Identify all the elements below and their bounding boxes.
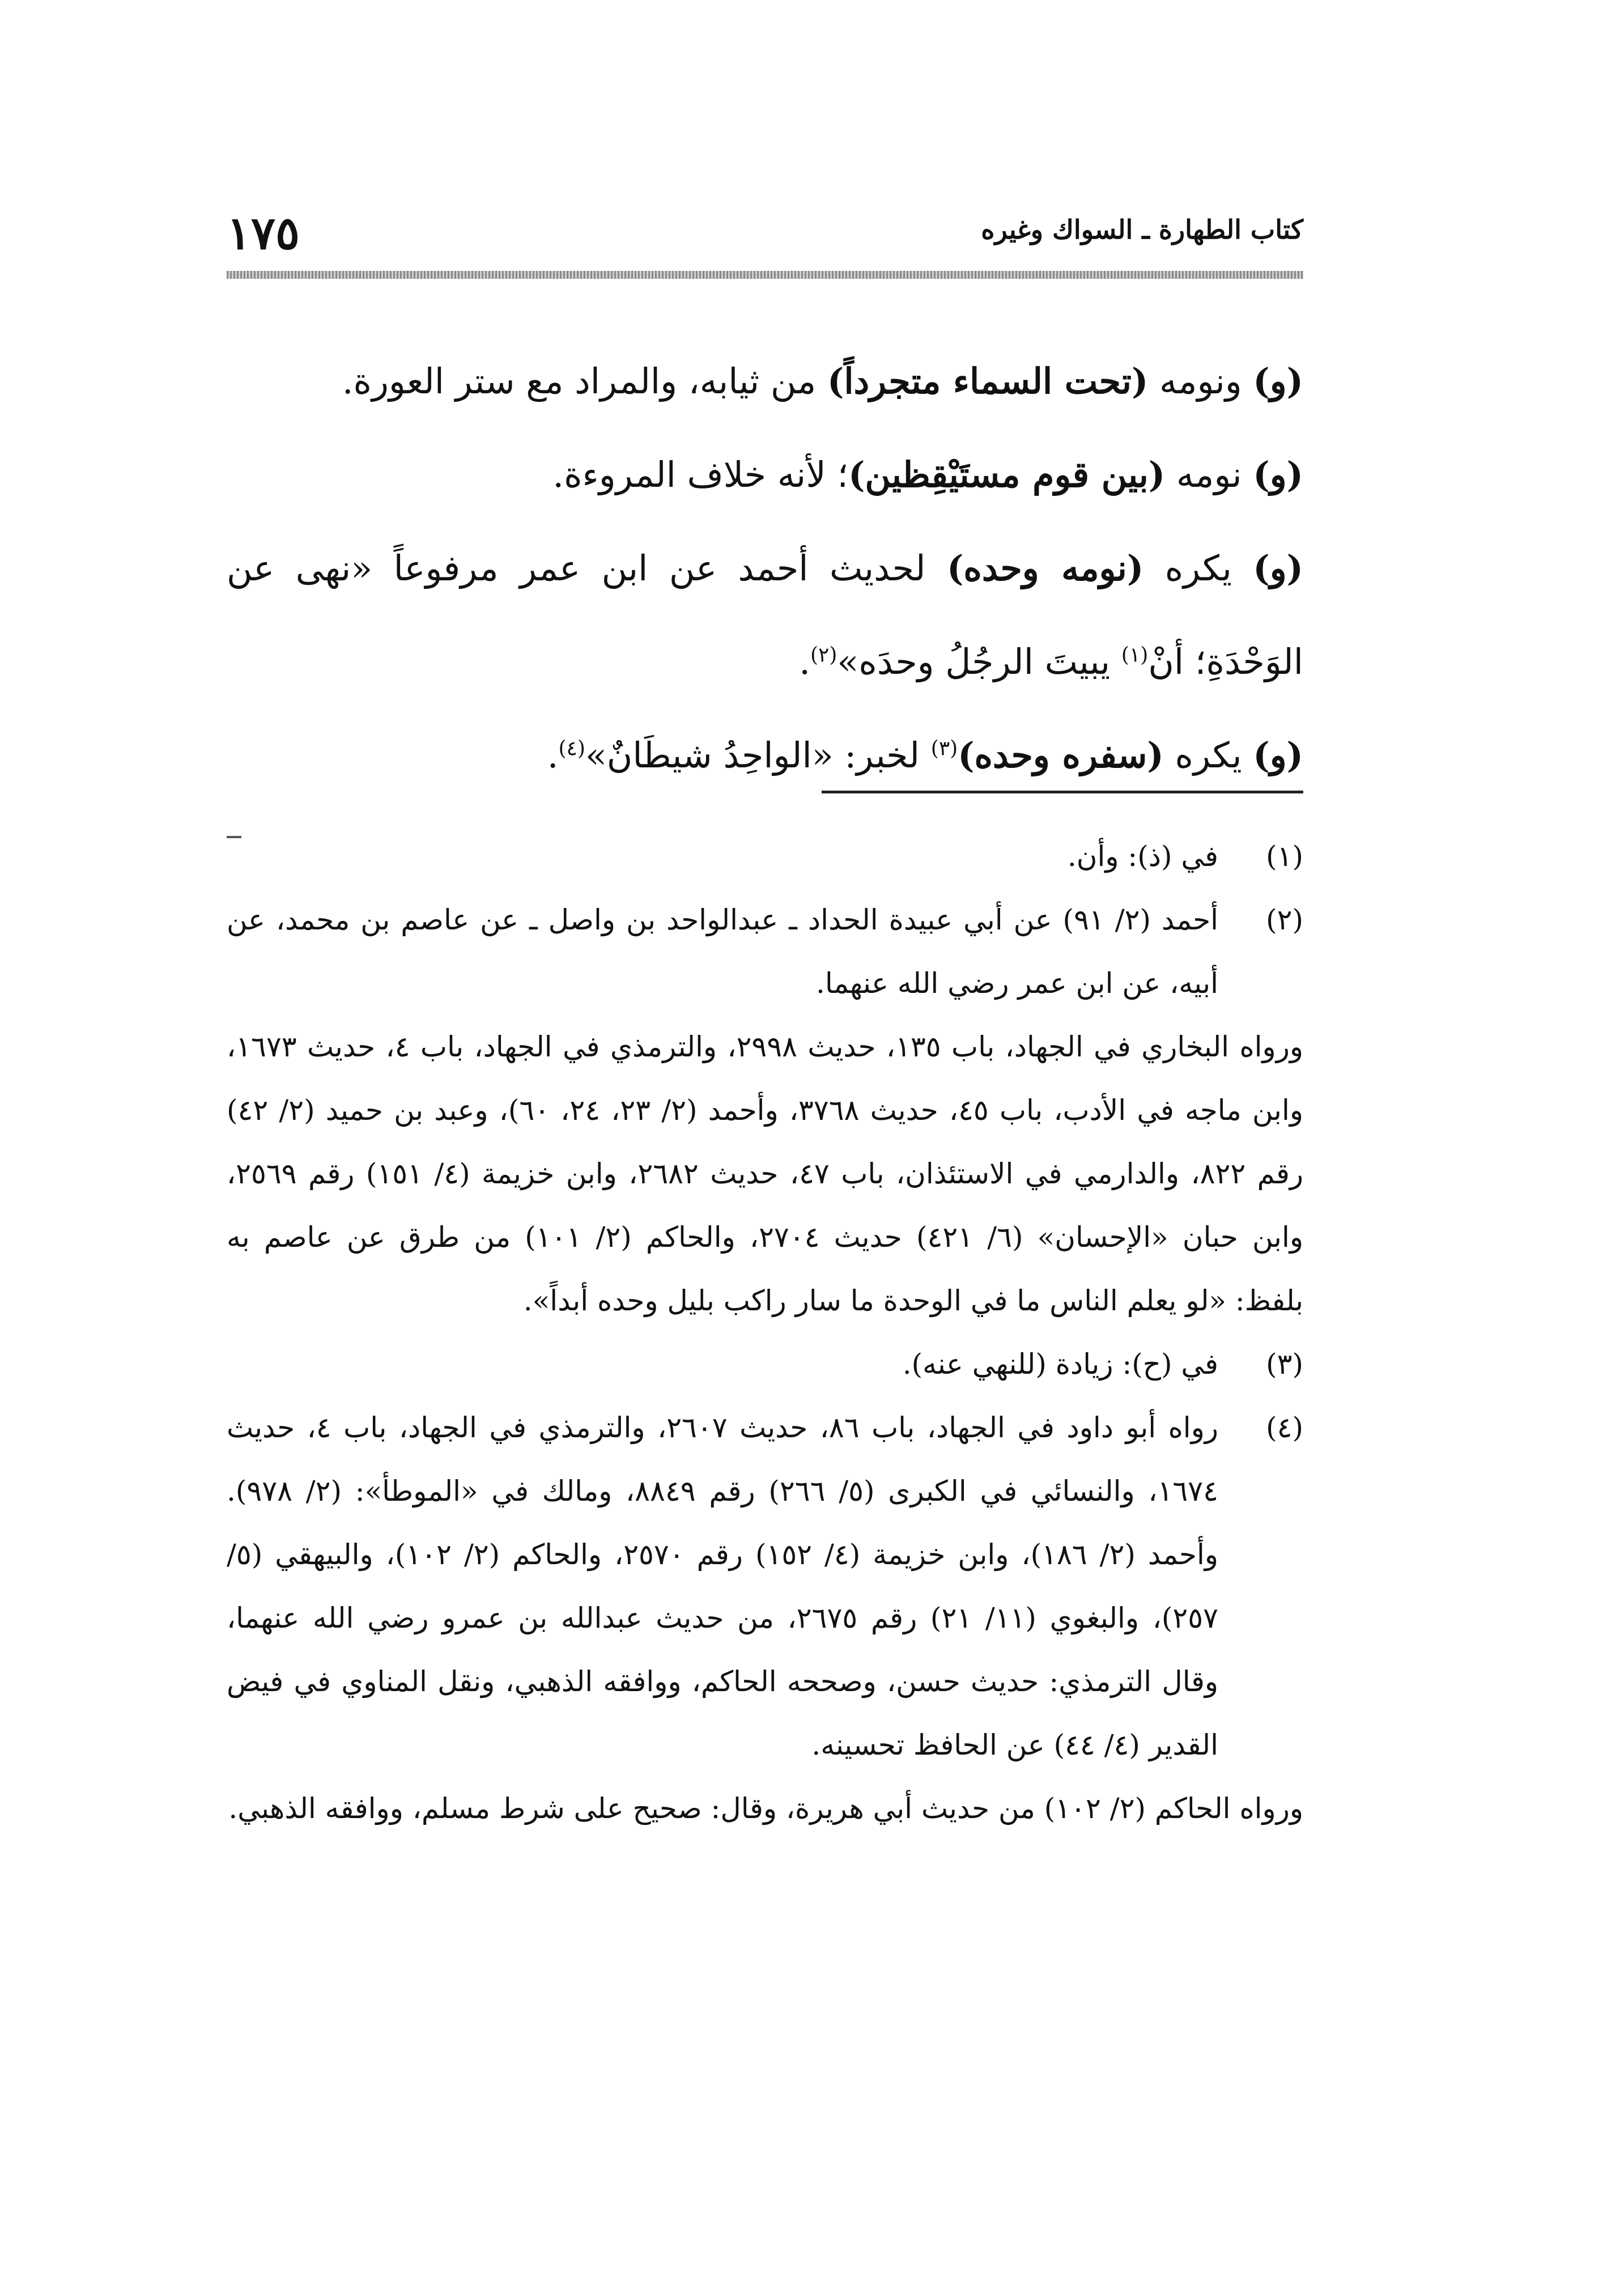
text-segment: نومه xyxy=(1165,454,1253,495)
footnote-separator xyxy=(822,791,1303,793)
footnote-2-continuation: ورواه البخاري في الجهاد، باب ١٣٥، حديث ٢٩٩٨، والترمذي في الجهاد، باب ٤، حديث ١٦٧٣، وابن ماجه في الأدب، باب ٤٥، حديث ٣٧٦٨، وأحمد (٢/ ٢٣، ٢٤، ٦٠)، وعبد بن حميد (٢/ ٤٢) رقم ٨٢٢، والدارمي في الاستئذان، باب ٤٧، حديث ٢٦٨٢، وابن خزيمة (٤/ ١٥١) رقم ٢٥٦٩، وابن حبان «الإحسان» (٦/ ٤٢١) حديث ٢٧٠٤، والحاكم (٢/ ١٠١) من طرق عن عاصم به بلفظ: «لو يعلم الناس ما في الوحدة ما سار راكب بليل وحده أبداً». xyxy=(227,1030,1303,1317)
text-segment: . xyxy=(547,734,559,776)
text-segment: من ثيابه، والمراد مع ستر العورة. xyxy=(342,360,827,402)
footnote-ref-1[interactable]: (١) xyxy=(1121,643,1149,667)
text-segment: يكره xyxy=(1143,547,1253,589)
header-rule xyxy=(227,271,1303,279)
footnote-4 xyxy=(227,1396,1303,1777)
footnote-ref-3[interactable]: (٣) xyxy=(930,737,958,761)
text-segment: ونومه xyxy=(1148,360,1253,402)
footnote-ref-4[interactable]: (٤) xyxy=(558,737,585,761)
text-segment: يبيتَ الرجُلُ وحدَه» xyxy=(837,641,1121,682)
footnote-ref-2[interactable]: (٢) xyxy=(810,643,837,667)
footnote-4-continuation: ورواه الحاكم (٢/ ١٠٢) من حديث أبي هريرة، وقال: صحيح على شرط مسلم، ووافقه الذهبي. xyxy=(228,1792,1303,1825)
footnote-text: رواه أبو داود في الجهاد، باب ٨٦، حديث ٢٦٠٧، والترمذي في الجهاد، باب ٤، حديث ١٦٧٤، والنسائي في الكبرى (٥/ ٢٦٦) رقم ٨٨٤٩، ومالك في «الموطأ»: (٢/ ٩٧٨). وأحمد (٢/ ١٨٦)، وابن خزيمة (٤/ ١٥٢) رقم ٢٥٧٠، والحاكم (٢/ ١٠٢)، والبيهقي (٥/ ٢٥٧)، والبغوي (١١/ ٢١) رقم ٢٦٧٥، من حديث عبدالله بن عمرو رضي الله عنهما، وقال الترمذي: حديث حسن، وصححه الحاكم، ووافقه الذهبي، ونقل المناوي في فيض القدير (٤/ ٤٤) عن الحافظ تحسينه. xyxy=(227,1411,1219,1761)
waw-marker: (و) xyxy=(1253,454,1303,495)
matn-phrase: (سفره وحده) xyxy=(958,734,1164,776)
waw-marker: (و) xyxy=(1253,547,1304,589)
paragraph-3 xyxy=(227,521,1303,708)
footnote-text: في (ح): زيادة (للنهي عنه). xyxy=(902,1348,1218,1381)
waw-marker: (و) xyxy=(1253,734,1303,776)
waw-marker: (و) xyxy=(1253,360,1303,402)
matn-phrase: (بين قوم مستَيْقِظين) xyxy=(848,454,1166,495)
footnote-2 xyxy=(227,888,1303,1015)
text-segment: لحديث أحمد عن ابن عمر مرفوعاً «نهى عن الوَحْدَةِ؛ أنْ xyxy=(227,547,1303,682)
text-segment: يكره xyxy=(1163,734,1253,776)
matn-phrase: (تحت السماء متجرداً) xyxy=(827,360,1149,402)
footnotes xyxy=(227,825,1303,1840)
footnote-number: (١) xyxy=(1266,840,1303,873)
footnote-number: (٣) xyxy=(1266,1348,1303,1381)
paragraph-4 xyxy=(227,708,1303,802)
footnote-1 xyxy=(227,825,1303,888)
footnote-number: (٤) xyxy=(1266,1411,1303,1444)
page-header xyxy=(227,206,1303,266)
text-segment: . xyxy=(799,641,810,682)
main-text xyxy=(227,334,1303,802)
page-number: ١٧٥ xyxy=(227,206,300,260)
matn-phrase: (نومه وحده) xyxy=(947,547,1144,589)
paragraph-2 xyxy=(227,428,1303,521)
running-head: كتاب الطهارة ـ السواك وغيره xyxy=(981,214,1303,245)
text-segment: ؛ لأنه خلاف المروءة. xyxy=(552,454,849,495)
footnote-text: في (ذ): وأن. xyxy=(1067,840,1218,873)
paragraph-1 xyxy=(227,334,1303,428)
footnote-text: أحمد (٢/ ٩١) عن أبي عبيدة الحداد ـ عبدالواحد بن واصل ـ عن عاصم بن محمد، عن أبيه، عن ابن عمر رضي الله عنهما. xyxy=(227,903,1218,1000)
text-segment: لخبر: «الواحِدُ شيطَانٌ» xyxy=(585,734,931,776)
footnote-number: (٢) xyxy=(1266,903,1303,936)
footnote-3 xyxy=(227,1332,1303,1396)
